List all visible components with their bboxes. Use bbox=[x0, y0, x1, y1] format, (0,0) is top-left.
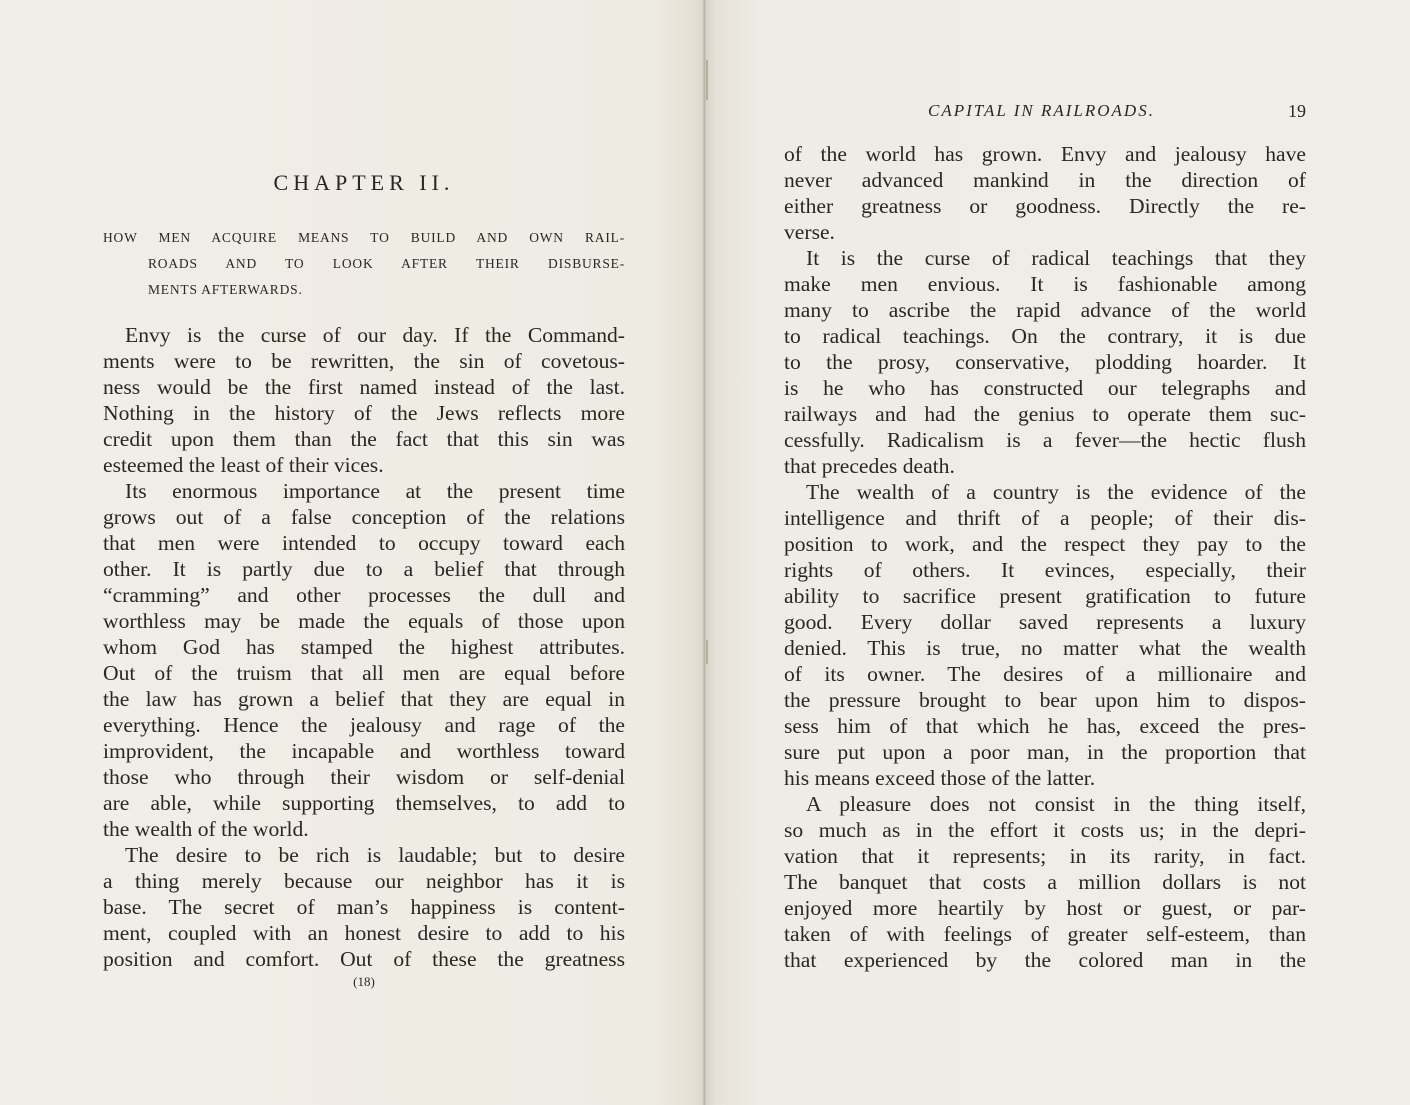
running-head bbox=[784, 98, 1306, 124]
text-line: ments were to be rewritten, the sin of covetous- bbox=[103, 349, 625, 373]
text-line: vation that it represents; in its rarity, in fact. bbox=[784, 844, 1306, 868]
text-line: make men envious. It is fashionable among bbox=[784, 272, 1306, 296]
text-line: position and comfort. Out of these the greatness bbox=[103, 947, 625, 971]
text-line: Envy is the curse of our day. If the Command- bbox=[125, 323, 625, 347]
text-line: ness would be the first named instead of the last. bbox=[103, 375, 625, 399]
text-line: ability to sacrifice present gratification to future bbox=[784, 584, 1306, 608]
right-page-body bbox=[784, 141, 1306, 973]
chapter-subtitle-line: MENTS AFTERWARDS. bbox=[148, 282, 303, 297]
running-title: CAPITAL IN RAILROADS. bbox=[928, 101, 1155, 120]
text-line: The banquet that costs a million dollars is not bbox=[784, 870, 1306, 894]
right-page bbox=[706, 0, 1410, 1105]
text-line: credit upon them than the fact that this sin was bbox=[103, 427, 625, 451]
left-page-body bbox=[103, 322, 625, 972]
text-line: that experienced by the colored man in the bbox=[784, 948, 1306, 972]
text-line: grows out of a false conception of the relations bbox=[103, 505, 625, 529]
page-edge-mark bbox=[706, 640, 708, 664]
text-line: intelligence and thrift of a people; of their dis- bbox=[784, 506, 1306, 530]
text-line: of the world has grown. Envy and jealousy have bbox=[784, 142, 1306, 166]
page-edge-mark bbox=[706, 60, 708, 100]
text-line: It is the curse of radical teachings that they bbox=[806, 246, 1306, 270]
chapter-title: CHAPTER II. bbox=[273, 170, 455, 195]
text-line: those who through their wisdom or self-denial bbox=[103, 765, 625, 789]
text-line: sure put upon a poor man, in the proportion that bbox=[784, 740, 1306, 764]
text-line: taken of with feelings of greater self-esteem, than bbox=[784, 922, 1306, 946]
text-line: railways and had the genius to operate them suc- bbox=[784, 402, 1306, 426]
text-line: good. Every dollar saved represents a luxury bbox=[784, 610, 1306, 634]
text-line: Its enormous importance at the present time bbox=[125, 479, 625, 503]
text-line: either greatness or goodness. Directly the re- bbox=[784, 194, 1306, 218]
text-line: of its owner. The desires of a millionaire and bbox=[784, 662, 1306, 686]
left-page-number: (18) bbox=[353, 974, 375, 989]
text-line: many to ascribe the rapid advance of the world bbox=[784, 298, 1306, 322]
text-line: Nothing in the history of the Jews reflects more bbox=[103, 401, 625, 425]
text-line: verse. bbox=[784, 220, 835, 244]
text-line: rights of others. It evinces, especially, their bbox=[784, 558, 1306, 582]
text-line: never advanced mankind in the direction of bbox=[784, 168, 1306, 192]
text-line: Out of the truism that all men are equal before bbox=[103, 661, 625, 685]
text-line: sess him of that which he has, exceed the pres- bbox=[784, 714, 1306, 738]
text-line: so much as in the effort it costs us; in the depri- bbox=[784, 818, 1306, 842]
text-line: a thing merely because our neighbor has it is bbox=[103, 869, 625, 893]
text-line: enjoyed more heartily by host or guest, or par- bbox=[784, 896, 1306, 920]
text-line: other. It is partly due to a belief that through bbox=[103, 557, 625, 581]
text-line: to the prosy, conservative, plodding hoarder. It bbox=[784, 350, 1306, 374]
text-line: are able, while supporting themselves, to add to bbox=[103, 791, 625, 815]
text-line: is he who has constructed our telegraphs and bbox=[784, 376, 1306, 400]
text-line: to radical teachings. On the contrary, it is due bbox=[784, 324, 1306, 348]
text-line: The wealth of a country is the evidence of the bbox=[806, 480, 1306, 504]
text-line: base. The secret of man’s happiness is content- bbox=[103, 895, 625, 919]
text-line: The desire to be rich is laudable; but to desire bbox=[125, 843, 625, 867]
text-line: improvident, the incapable and worthless toward bbox=[103, 739, 625, 763]
text-line: that precedes death. bbox=[784, 454, 955, 478]
text-line: “cramming” and other processes the dull and bbox=[103, 583, 625, 607]
text-line: that men were intended to occupy toward each bbox=[103, 531, 625, 555]
text-line: whom God has stamped the highest attributes. bbox=[103, 635, 625, 659]
left-page bbox=[0, 0, 703, 1105]
text-line: denied. This is true, no matter what the wealth bbox=[784, 636, 1306, 660]
chapter-subtitle bbox=[103, 225, 625, 303]
right-page-number: 19 bbox=[1288, 101, 1306, 121]
text-line: ment, coupled with an honest desire to add to his bbox=[103, 921, 625, 945]
text-line: everything. Hence the jealousy and rage of the bbox=[103, 713, 625, 737]
chapter-subtitle-line: HOW MEN ACQUIRE MEANS TO BUILD AND OWN RAIL- bbox=[103, 230, 625, 245]
chapter-subtitle-line: ROADS AND TO LOOK AFTER THEIR DISBURSE- bbox=[148, 256, 625, 271]
text-line: A pleasure does not consist in the thing itself, bbox=[806, 792, 1306, 816]
text-line: cessfully. Radicalism is a fever—the hectic flush bbox=[784, 428, 1306, 452]
text-line: the wealth of the world. bbox=[103, 817, 309, 841]
text-line: the pressure brought to bear upon him to dispos- bbox=[784, 688, 1306, 712]
text-line: the law has grown a belief that they are equal in bbox=[103, 687, 625, 711]
text-line: his means exceed those of the latter. bbox=[784, 766, 1096, 790]
text-line: position to work, and the respect they pay to the bbox=[784, 532, 1306, 556]
text-line: worthless may be made the equals of those upon bbox=[103, 609, 625, 633]
text-line: esteemed the least of their vices. bbox=[103, 453, 384, 477]
